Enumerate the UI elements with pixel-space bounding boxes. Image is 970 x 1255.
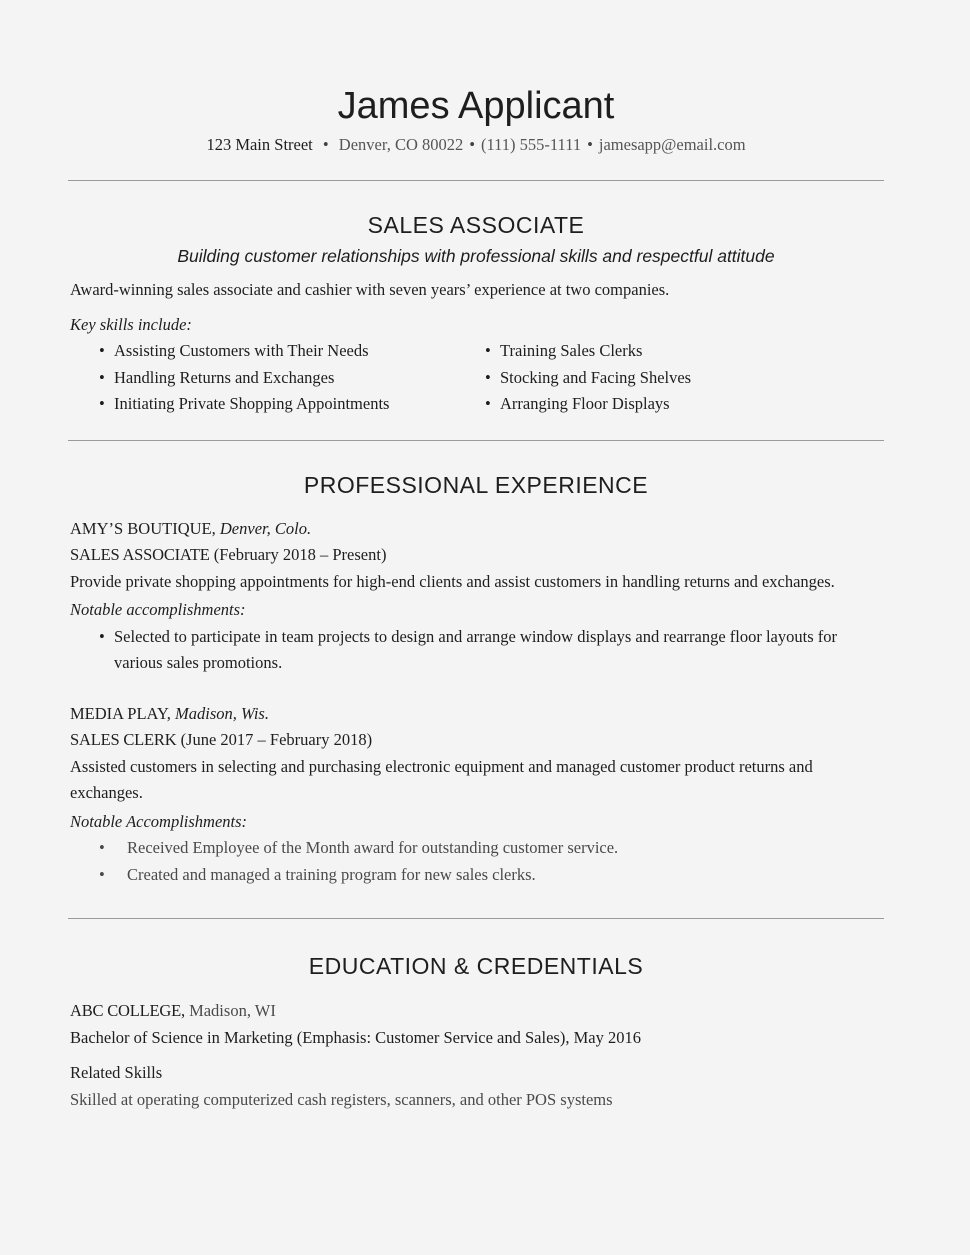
accomplishments-label: Notable Accomplishments:: [70, 811, 248, 831]
list-item: • Handling Returns and Exchanges: [114, 365, 456, 392]
school-name: ABC COLLEGE,: [70, 1001, 185, 1020]
email-address: jamesapp@email.com: [598, 135, 746, 154]
city-state-zip: Denver, CO 80022: [338, 135, 464, 154]
bullet-icon: •: [99, 341, 105, 360]
summary-tagline: Building customer relationships with professional skills and respectful attitude: [177, 246, 775, 266]
job-description: Provide private shopping appointments for high-end clients and assist customers in handling returns and exchanges.: [70, 571, 835, 591]
job-role: SALES ASSOCIATE: [70, 545, 210, 564]
job-company: MEDIA PLAY,: [70, 703, 171, 723]
bullet-icon: •: [99, 838, 105, 857]
school-line: [70, 998, 882, 1025]
separator-dot: •: [469, 135, 476, 154]
bullet-icon: •: [99, 626, 105, 646]
job-company: AMY’S BOUTIQUE,: [70, 518, 216, 538]
applicant-name: James Applicant: [337, 85, 615, 127]
accomplishments-list: [70, 835, 882, 888]
skills-column-1: [70, 338, 456, 418]
bullet-icon: •: [99, 394, 105, 413]
list-item: • Assisting Customers with Their Needs: [114, 338, 456, 365]
job-dates: (February 2018 – Present): [213, 545, 387, 564]
list-item: • Training Sales Clerks: [500, 338, 691, 365]
skills-label: Key skills include:: [70, 314, 192, 334]
bullet-icon: •: [485, 367, 491, 387]
list-item: • Created and managed a training program for new sales clerks.: [127, 862, 882, 889]
job-location: Denver, Colo.: [219, 518, 312, 538]
experience-heading: PROFESSIONAL EXPERIENCE: [303, 471, 649, 498]
summary-intro: Award-winning sales associate and cashier with seven years’ experience at two companies.: [70, 280, 670, 299]
separator-dot: •: [587, 135, 593, 154]
job-role: SALES CLERK: [70, 730, 177, 749]
job-dates: (June 2017 – February 2018): [180, 730, 373, 749]
list-item: • Received Employee of the Month award for outstanding customer service.: [127, 835, 882, 862]
contact-line: [70, 134, 882, 156]
job-entry: [70, 516, 882, 677]
summary-heading: SALES ASSOCIATE: [367, 212, 585, 238]
separator-dot: •: [322, 135, 329, 154]
section-divider: [68, 440, 884, 441]
job-description: Assisted customers in selecting and purchasing electronic equipment and managed customer product returns and exchanges.: [70, 756, 813, 802]
job-role-line: [70, 542, 882, 569]
bullet-icon: •: [485, 341, 491, 360]
list-item: • Stocking and Facing Shelves: [500, 365, 691, 392]
related-skills-label: Related Skills: [70, 1063, 163, 1082]
key-skills-list: [70, 338, 882, 418]
job-company-line: [70, 701, 882, 728]
job-company-line: [70, 516, 882, 543]
job-location: Madison, Wis.: [175, 703, 269, 723]
job-entry: [70, 701, 882, 889]
section-divider: [68, 918, 884, 919]
list-item: • Arranging Floor Displays: [500, 391, 691, 418]
education-heading: EDUCATION & CREDENTIALS: [308, 953, 644, 979]
school-location: Madison, WI: [189, 1001, 276, 1020]
list-item: • Selected to participate in team projects to design and arrange window displays and rearrange floor layouts for various sales promotions.: [114, 624, 882, 677]
bullet-icon: •: [485, 394, 491, 413]
phone-number: (111) 555-1111: [481, 135, 582, 154]
job-role-line: [70, 727, 882, 754]
street-address: 123 Main Street: [206, 135, 313, 154]
accomplishments-label: Notable accomplishments:: [70, 600, 246, 619]
bullet-icon: •: [99, 864, 105, 884]
related-skills-text: Skilled at operating computerized cash registers, scanners, and other POS systems: [70, 1089, 613, 1109]
bullet-icon: •: [99, 367, 105, 387]
list-item: • Initiating Private Shopping Appointments: [114, 391, 456, 418]
skills-column-2: [456, 338, 691, 418]
section-divider: [68, 180, 884, 181]
degree: Bachelor of Science in Marketing (Emphasis: Customer Service and Sales), May 2016: [70, 1027, 641, 1047]
accomplishments-list: [70, 624, 882, 677]
